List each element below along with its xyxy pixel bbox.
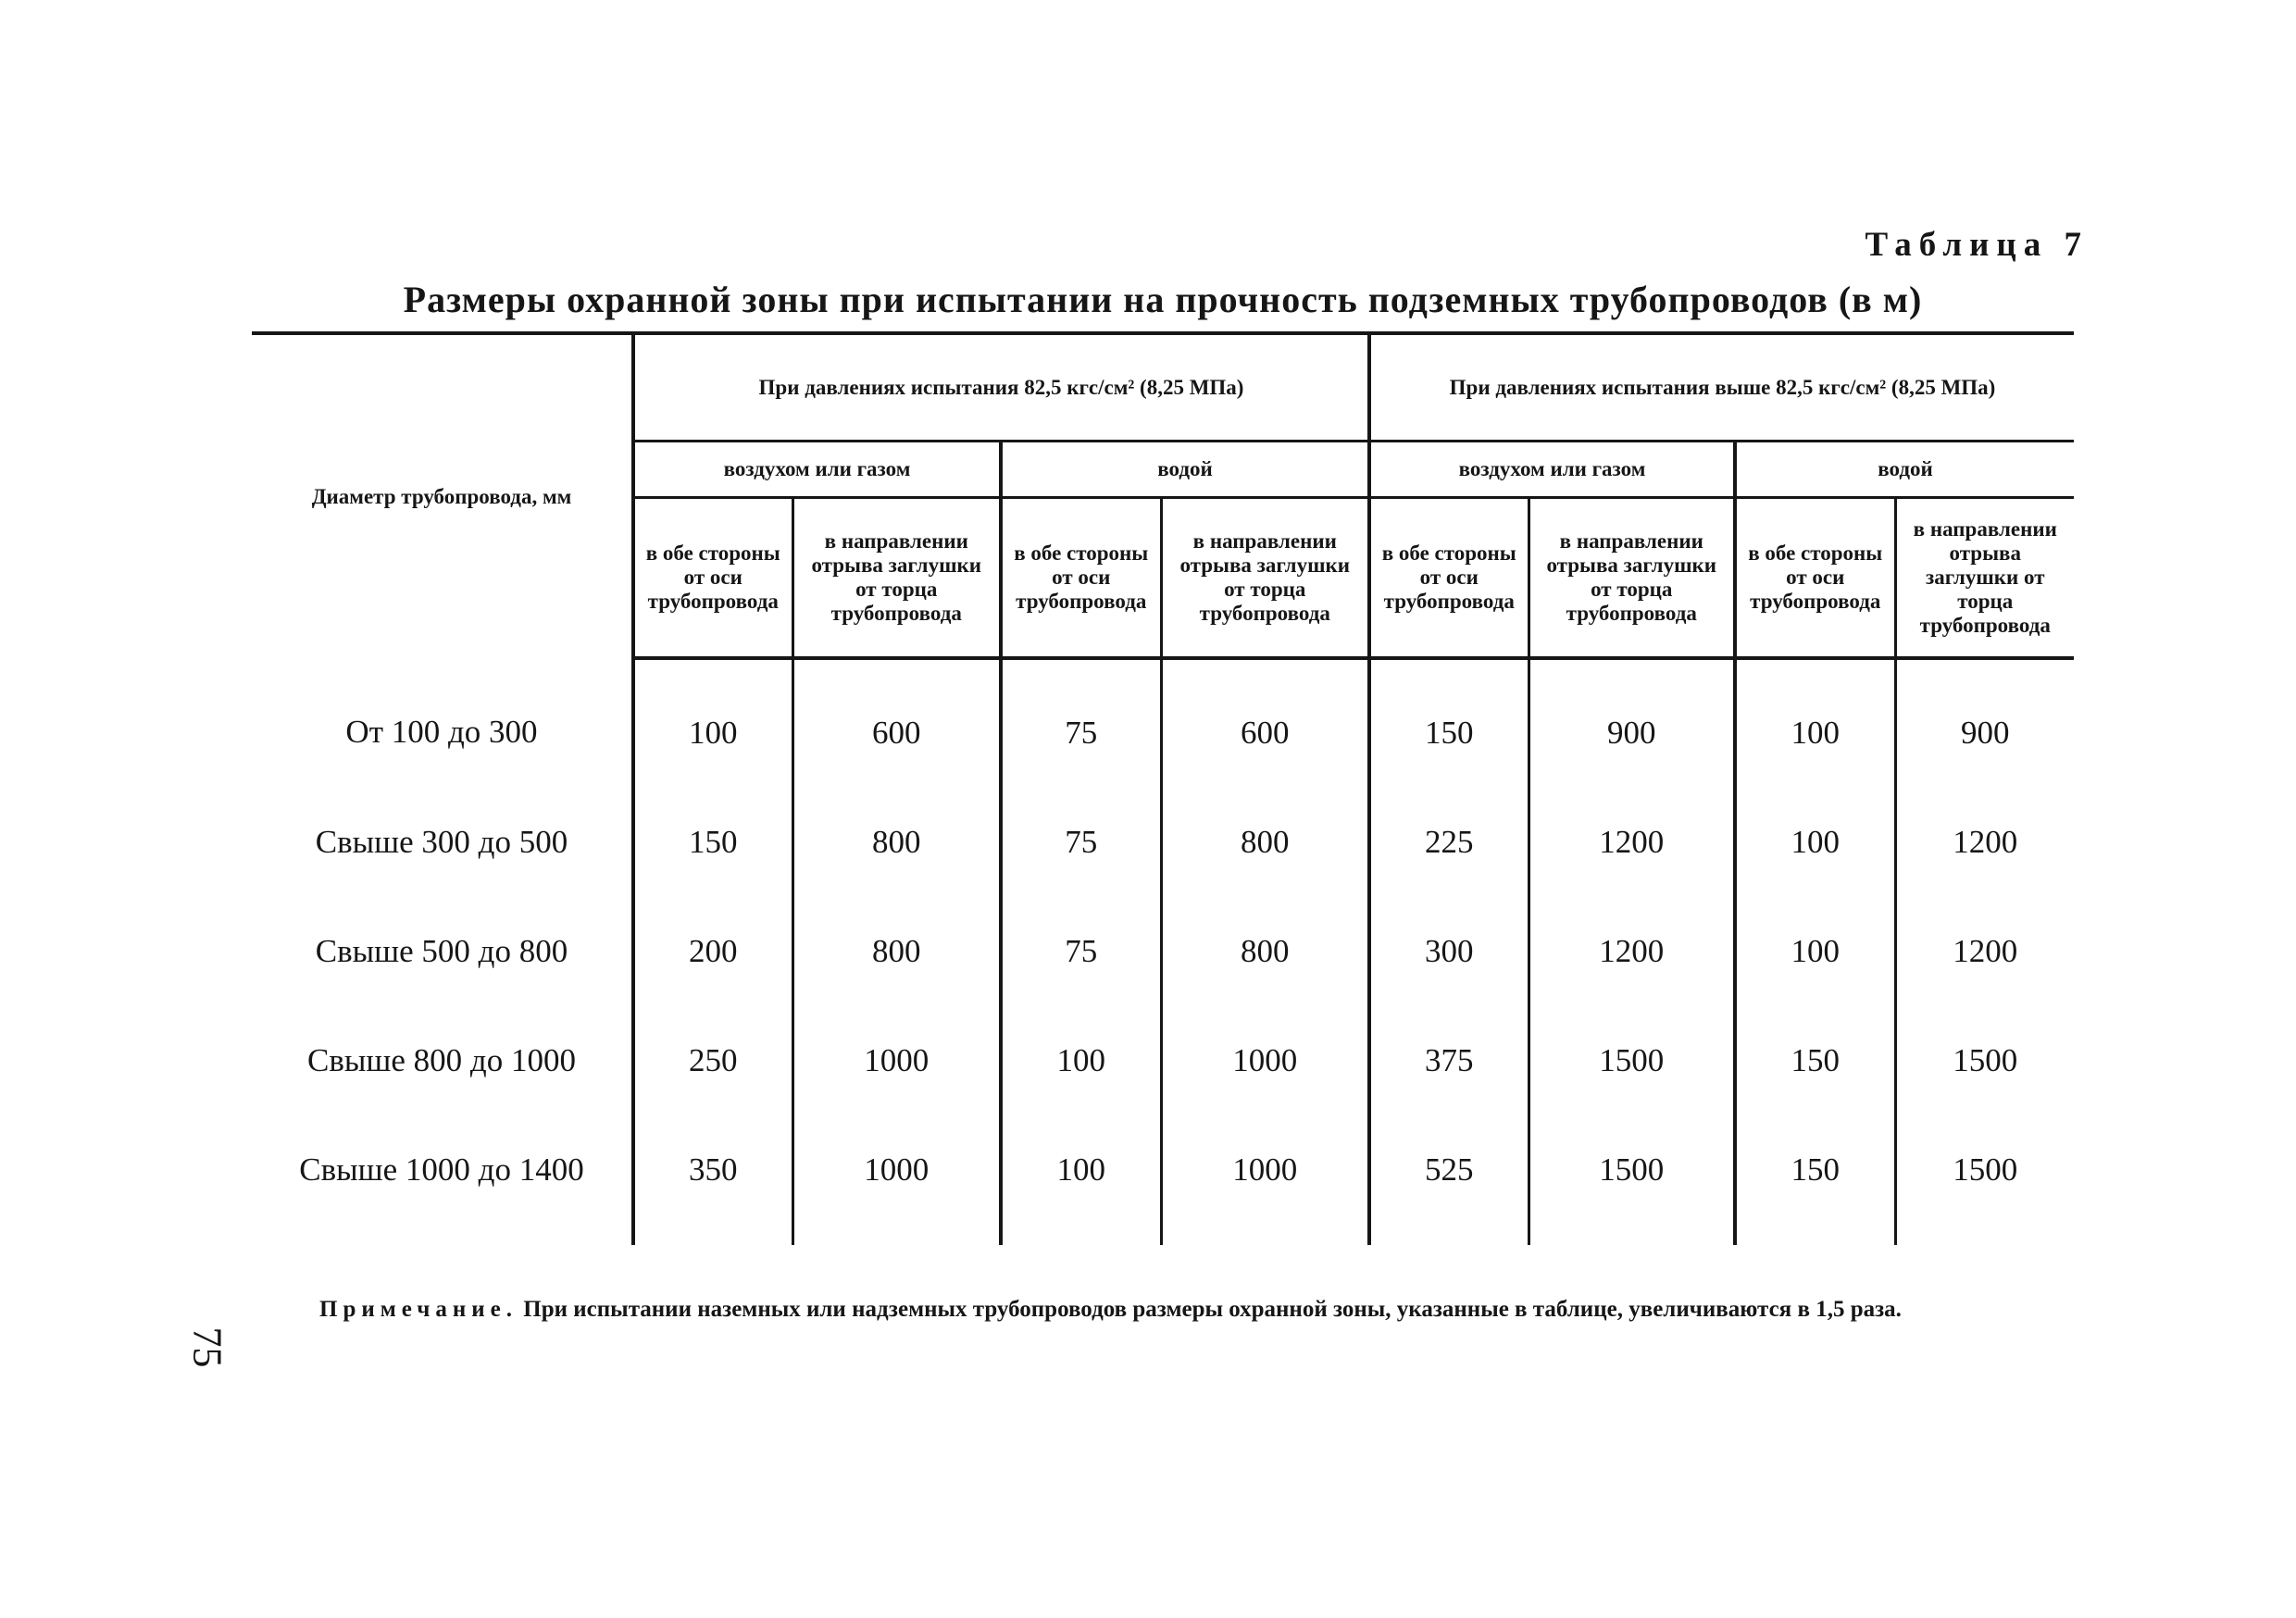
zone-size-cell: 800 xyxy=(1161,897,1369,1006)
column-header-plug-direction: в направлении отрыва заглушки от торца трубопровода xyxy=(1895,498,2074,659)
zone-size-cell: 800 xyxy=(792,897,1001,1006)
table-row xyxy=(252,1006,2074,1115)
diameter-range-cell: От 100 до 300 xyxy=(252,658,633,788)
zone-size-cell: 150 xyxy=(1735,1115,1895,1245)
protection-zone-table xyxy=(252,331,2074,1245)
zone-size-cell: 1500 xyxy=(1529,1006,1735,1115)
diameter-range-cell: Свыше 800 до 1000 xyxy=(252,1006,633,1115)
header-row-groups xyxy=(252,333,2074,442)
zone-size-cell: 100 xyxy=(1735,788,1895,897)
table-row xyxy=(252,658,2074,788)
zone-size-cell: 1500 xyxy=(1895,1115,2074,1245)
table-row xyxy=(252,1115,2074,1245)
zone-size-cell: 100 xyxy=(1735,658,1895,788)
zone-size-cell: 350 xyxy=(689,1151,738,1188)
zone-size-cell: 1500 xyxy=(1895,1006,2074,1115)
zone-size-cell: 900 xyxy=(1529,658,1735,788)
zone-size-cell: 1500 xyxy=(1529,1115,1735,1245)
zone-size-cell: 800 xyxy=(1161,788,1369,897)
zone-size-cell: 75 xyxy=(1001,658,1161,788)
zone-size-cell: 75 xyxy=(1001,897,1161,1006)
zone-size-cell: 1200 xyxy=(1895,788,2074,897)
zone-size-cell: 375 xyxy=(1369,1006,1529,1115)
diameter-header: Диаметр трубопровода, мм xyxy=(252,333,633,658)
zone-size-cell: 225 xyxy=(1369,788,1529,897)
zone-size-cell: 250 xyxy=(689,1042,738,1078)
table-body xyxy=(252,658,2074,1245)
column-header-plug-direction: в направлении отрыва заглушки от торца трубопровода xyxy=(1529,498,1735,659)
column-header-both-sides: в обе стороны от оси трубопровода xyxy=(1001,498,1161,659)
column-header-plug-direction: в направлении отрыва заглушки от торца трубопровода xyxy=(792,498,1001,659)
table-label: Таблица 7 xyxy=(1865,226,2089,264)
pressure-group-header-1: При давлениях испытания 82,5 кгс/см² (8,25 МПа) xyxy=(633,333,1369,442)
zone-size-cell: 150 xyxy=(689,824,738,860)
zone-size-cell: 600 xyxy=(792,658,1001,788)
zone-size-cell: 75 xyxy=(1001,788,1161,897)
zone-size-cell: 100 xyxy=(689,715,738,751)
medium-header-water: водой xyxy=(1001,442,1369,498)
zone-size-cell: 1200 xyxy=(1529,788,1735,897)
table-note xyxy=(319,1294,2097,1326)
zone-size-cell: 600 xyxy=(1161,658,1369,788)
zone-size-cell: 1000 xyxy=(1161,1006,1369,1115)
note-label: Примечание. xyxy=(319,1297,518,1322)
column-header-both-sides: в обе стороны от оси трубопровода xyxy=(1369,498,1529,659)
page-number: 75 xyxy=(184,1326,231,1368)
diameter-range-cell: Свыше 1000 до 1400 xyxy=(252,1115,633,1245)
column-header-both-sides: в обе стороны от оси трубопровода xyxy=(633,498,792,659)
diameter-range-cell: Свыше 300 до 500 xyxy=(252,788,633,897)
zone-size-cell: 150 xyxy=(1369,658,1529,788)
zone-size-cell: 150 xyxy=(1735,1006,1895,1115)
diameter-range-cell: Свыше 500 до 800 xyxy=(252,897,633,1006)
zone-size-cell: 100 xyxy=(1001,1115,1161,1245)
zone-size-cell: 100 xyxy=(1735,897,1895,1006)
zone-size-cell: 1000 xyxy=(792,1006,1001,1115)
zone-size-cell: 1000 xyxy=(792,1115,1001,1245)
zone-size-cell: 1200 xyxy=(1895,897,2074,1006)
zone-size-cell: 1000 xyxy=(1161,1115,1369,1245)
column-header-both-sides: в обе стороны от оси трубопровода xyxy=(1735,498,1895,659)
medium-header-air: воздухом или газом xyxy=(1369,442,1735,498)
zone-size-cell: 100 xyxy=(1001,1006,1161,1115)
column-header-plug-direction: в направлении отрыва заглушки от торца трубопровода xyxy=(1161,498,1369,659)
table-row xyxy=(252,788,2074,897)
zone-size-cell: 900 xyxy=(1895,658,2074,788)
zone-size-cell: 1200 xyxy=(1529,897,1735,1006)
medium-header-air: воздухом или газом xyxy=(633,442,1001,498)
table-title: Размеры охранной зоны при испытании на прочность подземных трубопроводов (в м) xyxy=(403,279,1923,320)
zone-size-cell: 800 xyxy=(792,788,1001,897)
note-text: При испытании наземных или надземных трубопроводов размеры охранной зоны, указанные в таблице, увеличиваются в 1,5 раза. xyxy=(523,1297,1902,1322)
zone-size-cell: 525 xyxy=(1369,1115,1529,1245)
table-row xyxy=(252,897,2074,1006)
zone-size-cell: 200 xyxy=(689,933,738,969)
zone-size-cell: 300 xyxy=(1369,897,1529,1006)
pressure-group-header-2: При давлениях испытания выше 82,5 кгс/см² (8,25 МПа) xyxy=(1369,333,2074,442)
medium-header-water: водой xyxy=(1735,442,2074,498)
